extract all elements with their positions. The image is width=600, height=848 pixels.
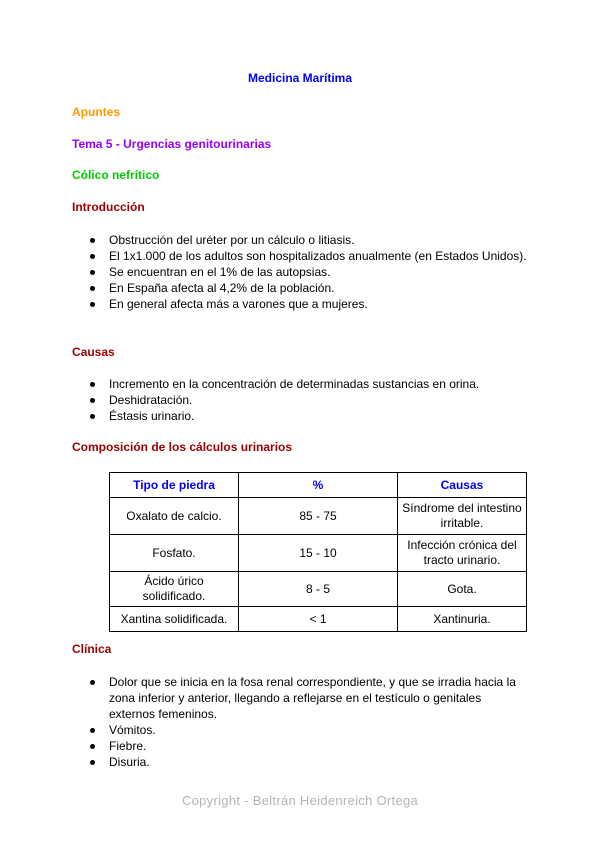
table-cell: Gota. xyxy=(398,572,527,607)
column-header: Causas xyxy=(398,473,527,498)
causas-list xyxy=(72,376,527,424)
table-header-row xyxy=(110,473,527,498)
table-cell: Oxalato de calcio. xyxy=(110,498,239,535)
heading-clinica: Clínica xyxy=(72,642,112,656)
table-cell: Fosfato. xyxy=(110,535,239,572)
table-row xyxy=(110,607,527,632)
table-cell: 85 - 75 xyxy=(239,498,398,535)
list-item: En general afecta más a varones que a mujeres. xyxy=(72,296,527,312)
list-item: Disuria. xyxy=(72,754,527,770)
table-cell: Xantina solidificada. xyxy=(110,607,239,632)
list-item: Vómitos. xyxy=(72,722,527,738)
table-cell: 15 - 10 xyxy=(239,535,398,572)
list-item: El 1x1.000 de los adultos son hospitalizados anualmente (en Estados Unidos). xyxy=(72,248,527,264)
table-row xyxy=(110,498,527,535)
list-item: En España afecta al 4,2% de la población. xyxy=(72,280,527,296)
copyright-footer: Copyright - Beltrán Heidenreich Ortega xyxy=(181,793,419,808)
list-item: Incremento en la concentración de determinadas sustancias en orina. xyxy=(72,376,527,392)
list-item: Dolor que se inicia en la fosa renal correspondiente, y que se irradia hacia la zona inferior y anterior, llegando a reflejarse en el testículo o genitales externos femeninos. xyxy=(72,674,527,722)
heading-colico-nefritico: Cólico nefrítico xyxy=(72,168,160,182)
column-header: Tipo de piedra xyxy=(110,473,239,498)
table-cell: Infección crónica del tracto urinario. xyxy=(398,535,527,572)
table-cell: Ácido úrico solidificado. xyxy=(110,572,239,607)
list-item: Éstasis urinario. xyxy=(72,408,527,424)
table-cell: 8 - 5 xyxy=(239,572,398,607)
table-cell: Síndrome del intestino irritable. xyxy=(398,498,527,535)
introduccion-list xyxy=(72,232,527,312)
heading-causas: Causas xyxy=(72,345,115,359)
list-item: Deshidratación. xyxy=(72,392,527,408)
table-cell: Xantinuria. xyxy=(398,607,527,632)
heading-introduccion: Introducción xyxy=(72,200,145,214)
list-item: Obstrucción del uréter por un cálculo o litiasis. xyxy=(72,232,527,248)
list-item: Fiebre. xyxy=(72,738,527,754)
list-item: Se encuentran en el 1% de las autopsias. xyxy=(72,264,527,280)
column-header: % xyxy=(239,473,398,498)
clinica-list xyxy=(72,674,527,770)
heading-apuntes: Apuntes xyxy=(72,105,120,119)
document-title: Medicina Marítima xyxy=(247,71,353,85)
stone-composition-table xyxy=(109,472,527,632)
table-row xyxy=(110,535,527,572)
table-cell: < 1 xyxy=(239,607,398,632)
heading-composicion: Composición de los cálculos urinarios xyxy=(72,440,293,454)
table-row xyxy=(110,572,527,607)
heading-tema: Tema 5 - Urgencias genitourinarias xyxy=(72,137,272,151)
